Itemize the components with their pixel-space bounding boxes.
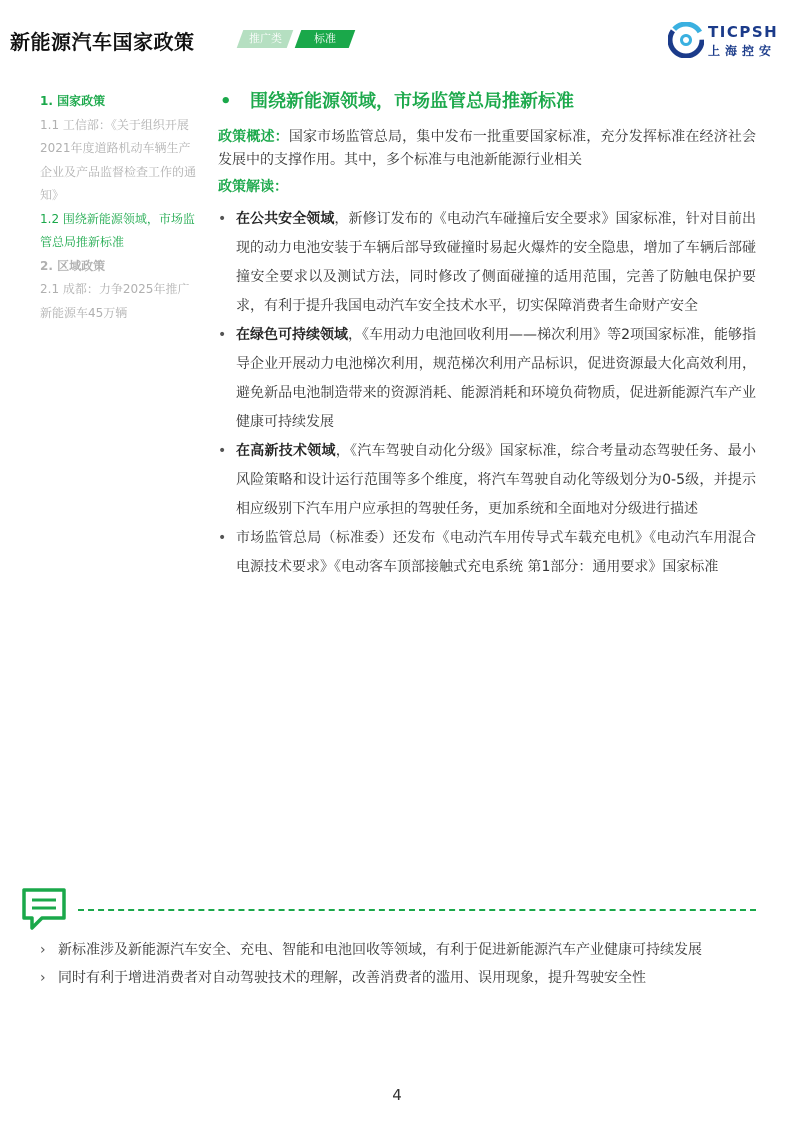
main-content (218, 88, 756, 582)
summary-list (40, 936, 756, 992)
toc-item-miit-notice[interactable]: 1.1 工信部：《关于组织开展2021年度道路机动车辆生产企业及产品监督检查工作的通知》 (40, 117, 197, 202)
page-number: 4 (392, 1086, 402, 1104)
page-title: 新能源汽车国家政策 (10, 30, 195, 54)
sidebar-toc (40, 90, 200, 325)
overview-separator: ： (274, 129, 289, 145)
overview-label: 政策概述 (218, 129, 275, 145)
logo-name: TICPSH (708, 23, 779, 41)
list-item (218, 437, 756, 524)
logo-mark-icon (668, 22, 704, 58)
list-item (218, 321, 756, 437)
point-text: ，《车用动力电池回收利用——梯次利用》等2项国家标准，能够指导企业开展动力电池梯次利用，规范梯次利用产品标识，促进资源最大化高效利用，避免新品电池制造带来的资源消耗、能源消耗和环境负荷物质，促进新能源汽车产业健康可持续发展 (236, 327, 757, 430)
bullet-marker: • (218, 443, 227, 459)
overview-text: 国家市场监管总局，集中发布一批重要国家标准，充分发挥标准在经济社会发展中的支撑作用。其中，多个标准与电池新能源行业相关 (218, 129, 757, 168)
point-lead: 在绿色可持续领域 (236, 327, 349, 343)
point-lead: 在高新技术领域 (236, 443, 336, 459)
list-item (218, 524, 756, 582)
list-item (218, 205, 756, 321)
toc-item-chengdu[interactable]: 2.1 成都：力争2025年推广新能源车45万辆 (40, 282, 190, 320)
summary-item (40, 964, 756, 992)
company-logo (668, 22, 786, 58)
summary-text: 新标准涉及新能源汽车安全、充电、智能和电池回收等领域，有利于促进新能源汽车产业健康可持续发展 (58, 942, 702, 958)
toc-item-regional-policy[interactable]: 2. 区域政策 (40, 258, 106, 273)
chevron-right-icon: › (40, 970, 46, 986)
point-text: 市场监管总局（标准委）还发布《电动汽车用传导式车载充电机》《电动汽车用混合电源技术要求》《电动客车顶部接触式充电系统 第1部分：通用要求》国家标准 (236, 530, 756, 575)
interpretation-list (218, 205, 756, 582)
toc-item-new-standards[interactable]: 1.2 围绕新能源领域，市场监管总局推新标准 (40, 211, 195, 249)
point-text: ，《汽车驾驶自动化分级》国家标准，综合考量动态驾驶任务、最小风险策略和设计运行范围等多个维度，将汽车驾驶自动化等级划分为0-5级，并提示相应级别下汽车用户应承担的驾驶任务，更加系统和全面地对分级进行描述 (236, 443, 756, 517)
bullet-marker: • (218, 327, 227, 343)
tag-promotion: 推广类 (237, 30, 294, 48)
section-heading (218, 88, 756, 116)
logo-subtitle: 上海控安 (708, 44, 777, 58)
summary-text: 同时有利于增进消费者对自动驾驶技术的理解，改善消费者的滥用、误用现象，提升驾驶安全性 (58, 970, 646, 986)
bullet-marker: • (218, 211, 227, 227)
heading-bullet: • (220, 91, 232, 112)
section-heading-text: 围绕新能源领域，市场监管总局推新标准 (250, 91, 574, 112)
chevron-right-icon: › (40, 942, 46, 958)
tag-standard: 标准 (295, 30, 356, 48)
toc-item-national-policy[interactable]: 1. 国家政策 (40, 94, 106, 108)
point-text: ，新修订发布的《电动汽车碰撞后安全要求》国家标准，针对目前出现的动力电池安装于车辆后部导致碰撞时易起火爆炸的安全隐患，增加了车辆后部碰撞安全要求以及测试方法，同时修改了侧面碰撞的适用范围，完善了防触电保护要求，有利于提升我国电动汽车安全技术水平，切实保障消费者生命财产安全 (236, 211, 756, 314)
point-lead: 在公共安全领域 (236, 211, 335, 227)
comment-icon (20, 886, 70, 932)
policy-overview (218, 126, 756, 172)
summary-divider (78, 909, 756, 911)
interpretation-label: 政策解读： (218, 179, 288, 195)
bullet-marker: • (218, 530, 227, 546)
summary-item (40, 936, 756, 964)
